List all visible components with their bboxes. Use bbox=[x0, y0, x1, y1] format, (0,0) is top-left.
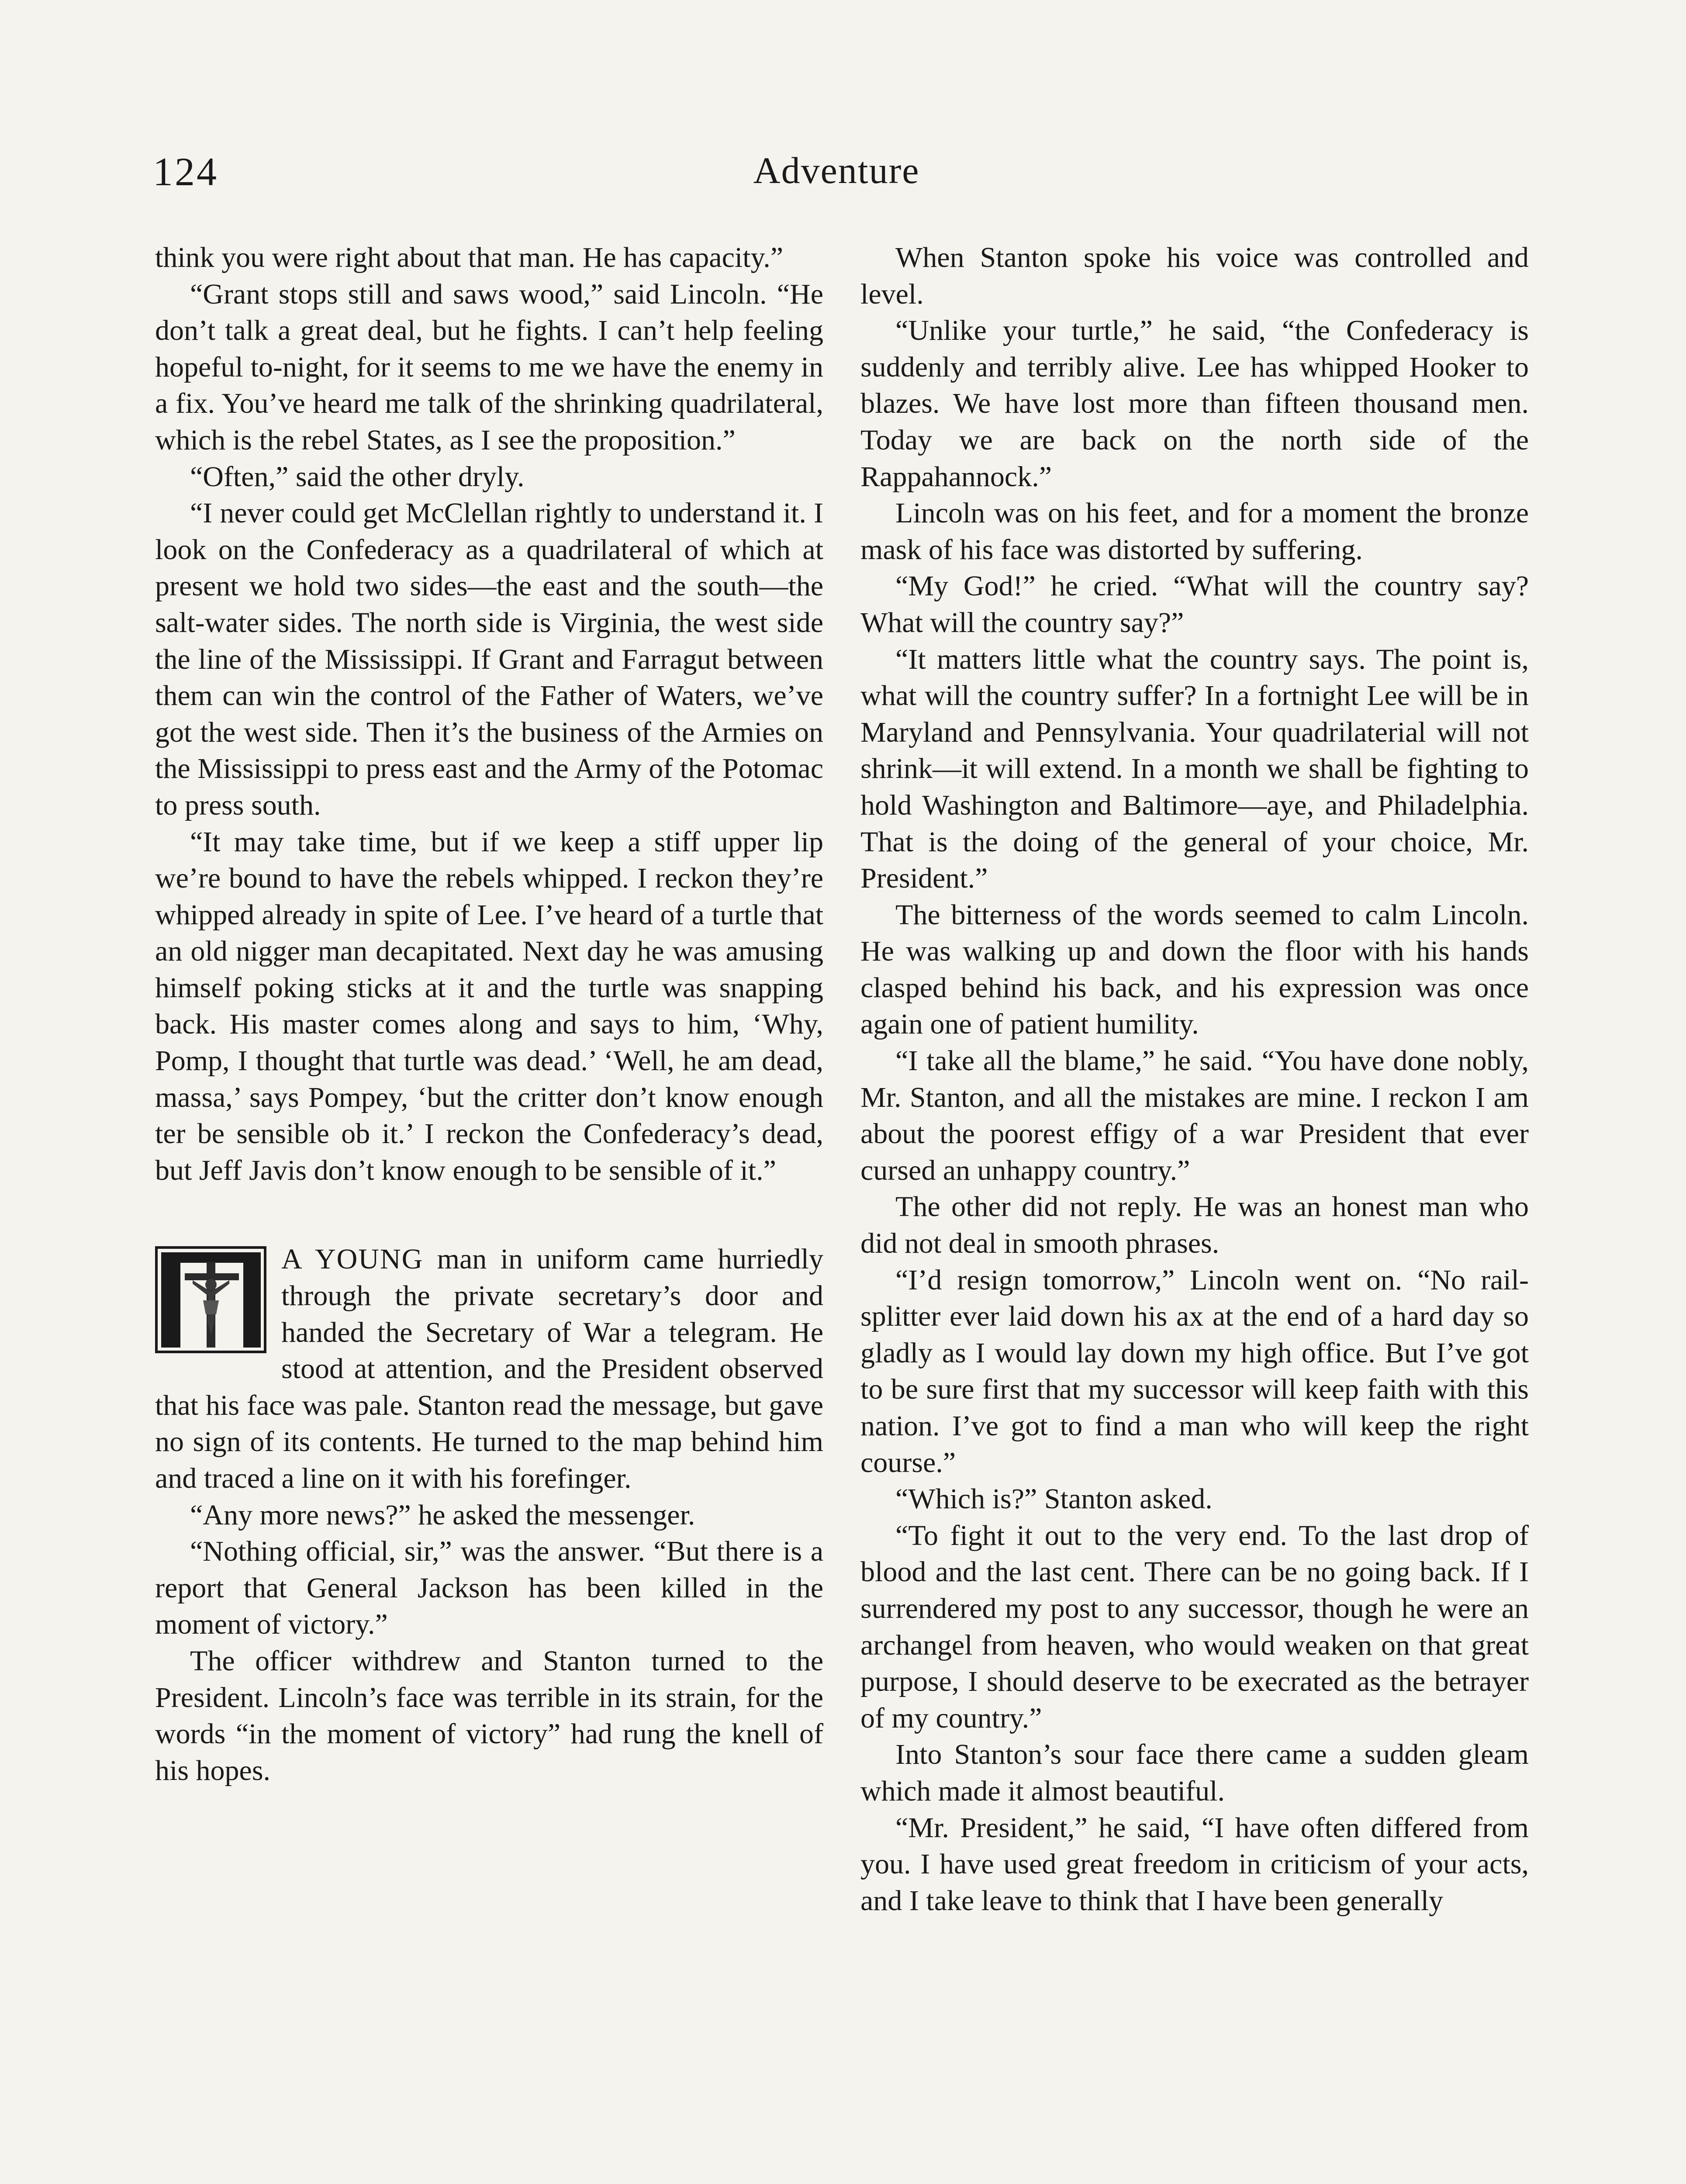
paragraph: “I take all the blame,” he said. “You have done nobly, Mr. Stanton, and all the mistakes are mine. I reckon I am about the poorest effigy of a war President that ever cursed an unhappy country.” bbox=[860, 1045, 1529, 1186]
paragraph: “Unlike your turtle,” he said, “the Confederacy is suddenly and terribly alive. Lee has whipped Hooker to blazes. We have lost more than fifteen thousand men. Today we are back on the north side of the Rappahannock.” bbox=[860, 314, 1529, 493]
paragraph: “I never could get McClellan rightly to understand it. I look on the Confederacy as a quadrilateral of which at present we hold two sides—the east and the south—the salt-water sides. The north side is Virginia, the west side the line of the Mississippi. If Grant and Farragut between them can win the control of the Father of Waters, we’ve got the west side. Then it’s the business of the Armies on the Mississippi to press east and the Army of the Potomac to press south. bbox=[155, 497, 823, 821]
paragraph: “Grant stops still and saws wood,” said Lincoln. “He don’t talk a great deal, but he fights. I can’t help feeling hopeful to-night, for it seems to me we have the enemy in a fix. You’ve heard me talk of the shrinking quadrilateral, which is the rebel States, as I see the proposition.” bbox=[155, 278, 823, 456]
paragraph: “I’d resign tomorrow,” Lincoln went on. “No rail-splitter ever laid down his ax at the end of a hard day so gladly as I would lay down my high office. But I’ve got to be sure first that my successor will keep faith with this nation. I’ve got to find a man who will keep the right course.” bbox=[860, 1264, 1529, 1479]
section-lead-caps: A YOUNG bbox=[281, 1243, 424, 1275]
paragraph-text: man in uniform came hurriedly through the private secretary’s door and handed the Secretary of War a telegram. He stood at attention, and the President observed that his face was pale. Stanton read the message, but gave no sign of its contents. He turned to the map behind him and traced a line on it with his forefinger. bbox=[155, 1243, 823, 1494]
page-number: 124 bbox=[153, 149, 218, 194]
paragraph: “It may take time, but if we keep a stiff upper lip we’re bound to have the rebels whipped. I reckon they’re whipped already in spite of Lee. I’ve heard of a turtle that an old nigger man decapitated. Next day he was amusing himself poking sticks at it and the turtle was snapping back. His master comes along and says to him, ‘Why, Pomp, I thought that turtle was dead.’ ‘Well, he am dead, massa,’ says Pompey, ‘but the critter don’t know enough ter be sensible ob it.’ I reckon the Confederacy’s dead, but Jeff Javis don’t know enough to be sensible of it.” bbox=[155, 826, 823, 1186]
paragraph: “Any more news?” he asked the messenger. bbox=[190, 1499, 695, 1531]
paragraph: “My God!” he cried. “What will the country say? What will the country say?” bbox=[860, 570, 1529, 639]
crucifix-illustration-icon bbox=[155, 1246, 266, 1353]
magazine-title: Adventure bbox=[753, 149, 920, 191]
paragraph: “Nothing official, sir,” was the answer. “But there is a report that General Jackson has been killed in the moment of victory.” bbox=[155, 1535, 823, 1641]
paragraph: Lincoln was on his feet, and for a moment the bronze mask of his face was distorted by suffering. bbox=[860, 497, 1529, 566]
right-column bbox=[860, 239, 1529, 1919]
section-opening-paragraph bbox=[155, 1241, 823, 1496]
paragraph: “Which is?” Stanton asked. bbox=[895, 1483, 1213, 1515]
paragraph: When Stanton spoke his voice was controlled and level. bbox=[860, 242, 1529, 310]
paragraph: “Mr. President,” he said, “I have often differed from you. I have used great freedom in criticism of your acts, and I take leave to think that I have been generally bbox=[860, 1811, 1529, 1917]
paragraph: The other did not reply. He was an honest man who did not deal in smooth phrases. bbox=[860, 1191, 1529, 1260]
paragraph: “Often,” said the other dryly. bbox=[190, 460, 525, 493]
paragraph: “It matters little what the country says. The point is, what will the country suffer? In a fortnight Lee will be in Maryland and Pennsylvania. Your quadrilaterial will not shrink—it will extend. In a month we shall be fighting to hold Washington and Baltimore—aye, and Philadelphia. That is the doing of the general of your choice, Mr. President.” bbox=[860, 643, 1529, 895]
paragraph: The officer withdrew and Stanton turned to the President. Lincoln’s face was terrible in its strain, for the words “in the moment of victory” had rung the knell of his hopes. bbox=[155, 1645, 823, 1787]
page-header bbox=[153, 149, 1520, 218]
left-column bbox=[155, 239, 823, 1789]
paragraph: think you were right about that man. He has capacity.” bbox=[155, 242, 784, 273]
paragraph: Into Stanton’s sour face there came a sudden gleam which made it almost beautiful. bbox=[860, 1738, 1529, 1807]
paragraph: “To fight it out to the very end. To the last drop of blood and the last cent. There can be no going back. If I surrendered my post to any successor, though he were an archangel from heaven, who would weaken on that great purpose, I should deserve to be execrated as the betrayer of my country.” bbox=[860, 1519, 1529, 1734]
paragraph: The bitterness of the words seemed to calm Lincoln. He was walking up and down the floor with his hands clasped behind his back, and his expression was once again one of patient humility. bbox=[860, 898, 1529, 1040]
